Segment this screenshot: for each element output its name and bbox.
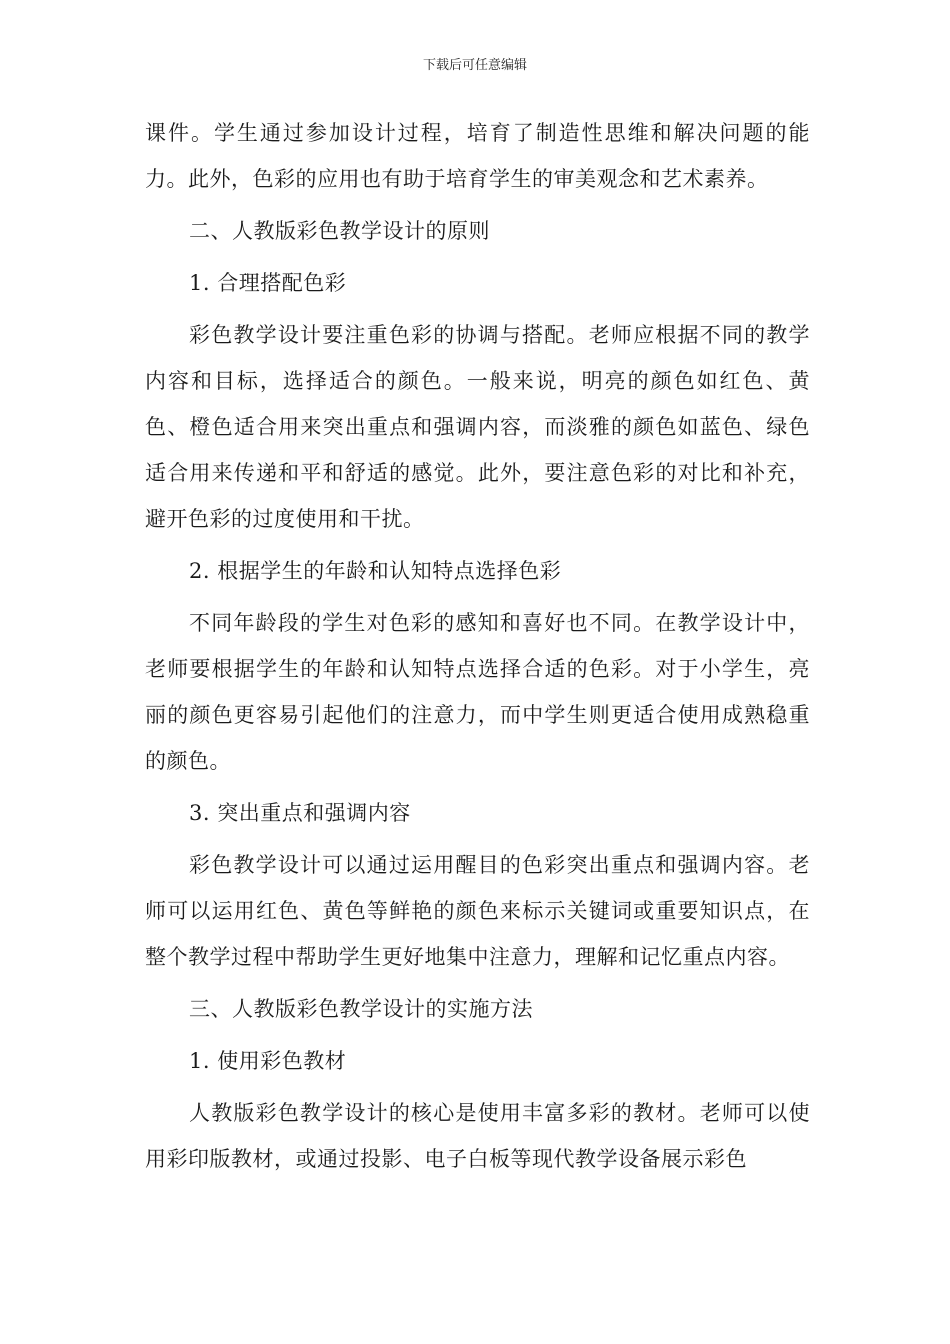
document-body — [145, 110, 810, 1182]
section-heading-methods: 三、人教版彩色教学设计的实施方法 — [189, 997, 533, 1021]
paragraph-color-matching: 彩色教学设计要注重色彩的协调与搭配。老师应根据不同的教学内容和目标，选择适合的颜色。一般来说，明亮的颜色如红色、黄色、橙色适合用来突出重点和强调内容，而淡雅的颜色如蓝色、绿色适合用来传递和平和舒适的感觉。此外，要注意色彩的对比和补充，避开色彩的过度使用和干扰。 — [145, 323, 810, 531]
paragraph-color-textbooks: 人教版彩色教学设计的核心是使用丰富多彩的教材。老师可以使用彩印版教材，或通过投影、电子白板等现代教学设备展示彩色 — [145, 1101, 810, 1171]
paragraph-age-cognition: 不同年龄段的学生对色彩的感知和喜好也不同。在教学设计中，老师要根据学生的年龄和认知特点选择合适的色彩。对于小学生，亮丽的颜色更容易引起他们的注意力，而中学生则更适合使用成熟稳重的颜色。 — [145, 611, 810, 773]
section-heading-principles: 二、人教版彩色教学设计的原则 — [189, 219, 490, 243]
subheading-age-cognition: 2. 根据学生的年龄和认知特点选择色彩 — [189, 559, 562, 583]
page-header: 下载后可任意编辑 — [422, 58, 527, 73]
subheading-color-textbooks: 1. 使用彩色教材 — [189, 1049, 347, 1073]
subheading-color-matching: 1. 合理搭配色彩 — [189, 271, 347, 295]
subheading-highlight: 3. 突出重点和强调内容 — [189, 801, 411, 825]
paragraph-highlight: 彩色教学设计可以通过运用醒目的色彩突出重点和强调内容。老师可以运用红色、黄色等鲜艳的颜色来标示关键词或重要知识点，在整个教学过程中帮助学生更好地集中注意力，理解和记忆重点内容。 — [145, 853, 810, 969]
paragraph-1: 课件。学生通过参加设计过程，培育了制造性思维和解决问题的能力。此外，色彩的应用也有助于培育学生的审美观念和艺术素养。 — [145, 121, 810, 191]
